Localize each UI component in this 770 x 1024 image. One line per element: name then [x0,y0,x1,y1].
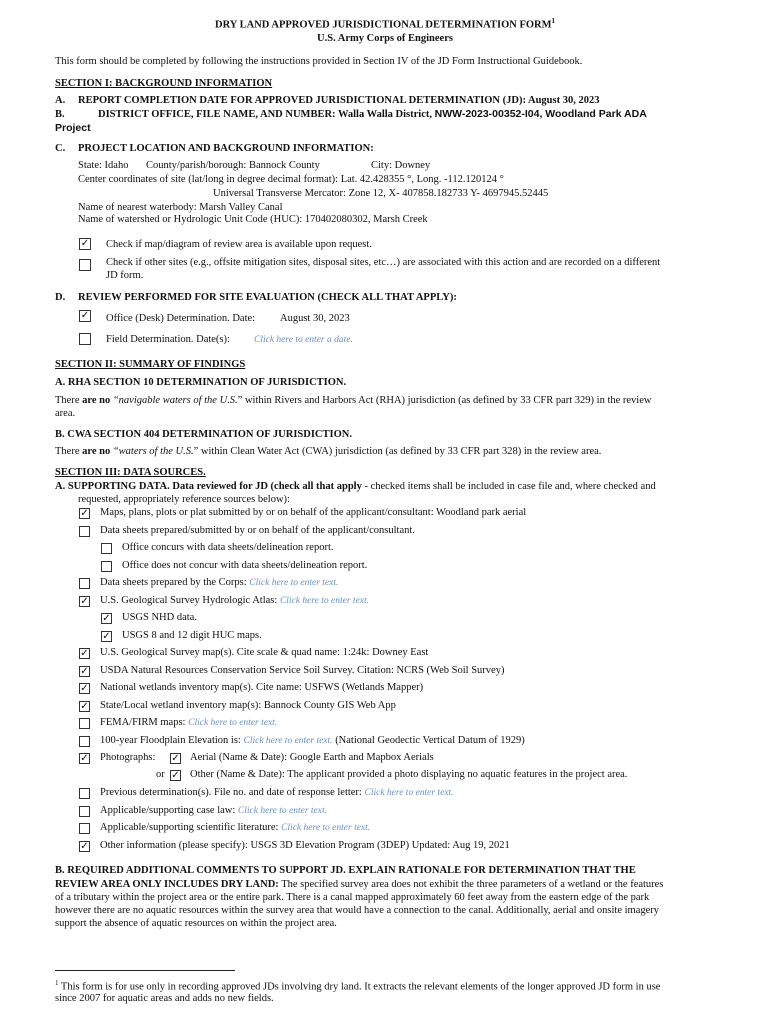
city: City: Downey [371,160,431,171]
other-photo-checkbox[interactable]: ✓ [171,770,180,781]
literature-label: Applicable/supporting scientific literature: Click here to enter text. [100,822,371,833]
file-number: NWW-2023-00352-I04, Woodland Park ADA [434,108,647,120]
additional-comments-line3: however there are no aquatic resources within the survey area that would have a connection to the canal. Additionally, aerial and onsite imagery [55,905,660,916]
s1-a-label: A. [55,95,66,106]
literature-input[interactable]: Click here to enter text. [281,823,371,833]
map-available-checkbox[interactable]: ✓ [80,238,90,249]
s1-b-label: B. [55,109,65,120]
cwa-finding: There are no “waters of the U.S.” within Clean Water Act (CWA) jurisdiction (as defined by 33 CFR part 328) in the review area. [55,446,602,457]
field-determination-checkbox[interactable] [79,333,91,345]
aerial-photo-label: Aerial (Name & Date): Google Earth and Mapbox Aerials [190,752,434,763]
project-location-heading: PROJECT LOCATION AND BACKGROUND INFORMATION: [78,143,374,154]
office-determination-label: Office (Desk) Determination. Date: [106,313,256,324]
rha-finding: There are no “navigable waters of the U.S.” within Rivers and Harbors Act (RHA) jurisdiction (as defined by 33 CFR part 329) in the review [55,395,652,406]
case-law-input[interactable]: Click here to enter text. [237,806,327,816]
local-inventory-checkbox[interactable]: ✓ [80,701,89,712]
case-law-checkbox[interactable] [79,806,90,817]
literature-checkbox[interactable] [79,823,90,834]
other-info-checkbox[interactable]: ✓ [80,841,89,852]
floodplain-label: 100-year Floodplain Elevation is: Click here to enter text. (National Geodectic Vertical Datum of 1929) [100,735,525,746]
photographs-label: Photographs: [100,752,156,763]
nrcs-label: USDA Natural Resources Conservation Service Soil Survey. Citation: NCRS (Web Soil Survey) [100,665,505,676]
other-sites-label-cont: JD form. [106,270,144,281]
rha-finding-cont: area. [55,408,76,419]
concurs-checkbox[interactable] [101,543,112,554]
corps-datasheets-label: Data sheets prepared by the Corps: Click here to enter text. [100,577,339,588]
cwa-heading: B. CWA SECTION 404 DETERMINATION OF JURISDICTION. [55,429,352,440]
floodplain-input[interactable]: Click here to enter text. [243,736,333,746]
footnote-line2: since 2007 for aquatic areas and adds no new fields. [55,993,274,1004]
previous-determination-checkbox[interactable] [79,788,90,799]
previous-determination-label: Previous determination(s). File no. and date of response letter: Click here to enter text. [100,787,454,798]
nhd-label: USGS NHD data. [122,612,197,623]
utm-coordinates: Universal Transverse Mercator: Zone 12, X- 407858.182733 Y- 4697945.52445 [213,188,549,199]
usgs-atlas-checkbox[interactable]: ✓ [80,596,89,607]
additional-comments-line2: of a tributary within the project area or the entire park. There is a canal mapped approximately 60 feet away from the eastern edge of the park [55,892,650,903]
datasheets-label: Data sheets prepared/submitted by or on behalf of the applicant/consultant. [100,525,415,536]
other-sites-checkbox[interactable] [79,259,91,271]
fema-input[interactable]: Click here to enter text. [188,718,278,728]
supporting-data-heading: A. SUPPORTING DATA. Data reviewed for JD (check all that apply - checked items shall be included in case file and, where checked and [55,481,656,492]
maps-checkbox[interactable]: ✓ [80,508,89,519]
form-title: DRY LAND APPROVED JURISDICTIONAL DETERMINATION FORM$^1$ [214,17,556,31]
additional-comments-heading: B. REQUIRED ADDITIONAL COMMENTS TO SUPPORT JD. EXPLAIN RATIONALE FOR DETERMINATION THAT THE [55,865,636,876]
other-photo-label: Other (Name & Date): The applicant provided a photo displaying no aquatic features in the project area. [190,769,628,780]
fema-checkbox[interactable] [79,718,90,729]
aerial-photo-checkbox[interactable]: ✓ [171,753,180,764]
s1-d-label: D. [55,292,66,303]
nwi-checkbox[interactable]: ✓ [80,683,89,694]
office-determination-checkbox[interactable]: ✓ [80,310,90,321]
footnote-line1: $^1$ This form is for use only in recording approved JDs involving dry land. It extracts the relevant elements of the longer approved JD form in use [55,979,661,993]
agency-name: U.S. Army Corps of Engineers [317,33,453,44]
floodplain-checkbox[interactable] [79,736,90,747]
usgs-atlas-input[interactable]: Click here to enter text. [279,596,370,606]
form-instructions: This form should be completed by following the instructions provided in Section IV of the JD Form Instructional Guidebook. [55,56,583,67]
field-date-input[interactable]: Click here to enter a date. [254,335,353,345]
map-available-label: Check if map/diagram of review area is available upon request. [106,239,372,250]
nwi-label: National wetlands inventory map(s). Cite name: USFWS (Wetlands Mapper) [100,682,424,693]
other-info-label: Other information (please specify): USGS 3D Elevation Program (3DEP) Updated: Aug 19, 2021 [100,840,510,851]
file-name-cont: Project [55,122,91,134]
case-law-label: Applicable/supporting case law: Click here to enter text. [100,805,327,816]
supporting-data-heading-cont: requested, appropriately reference sources below): [78,494,290,505]
huc-maps-checkbox[interactable]: ✓ [102,631,111,642]
local-inventory-label: State/Local wetland inventory map(s): Bannock County GIS Web App [100,700,396,711]
review-performed-heading: REVIEW PERFORMED FOR SITE EVALUATION (CHECK ALL THAT APPLY): [78,292,457,303]
additional-comments-line4: support the absence of aquatic resources on within the project area. [55,918,337,929]
usgs-atlas-label: U.S. Geological Survey Hydrologic Atlas: Click here to enter text. [100,595,370,606]
footnote-divider [55,970,235,971]
report-completion-date: REPORT COMPLETION DATE FOR APPROVED JURISDICTIONAL DETERMINATION (JD): August 30, 2023 [78,95,600,106]
usgs-maps-label: U.S. Geological Survey map(s). Cite scale & quad name: 1:24k: Downey East [100,647,429,658]
nearest-waterbody: Name of nearest waterbody: Marsh Valley Canal [78,202,283,213]
huc-maps-label: USGS 8 and 12 digit HUC maps. [122,630,262,641]
or-label: or [156,769,165,780]
section2-heading: SECTION II: SUMMARY OF FINDINGS [55,359,246,370]
corps-datasheets-input[interactable]: Click here to enter text. [249,578,339,588]
district-office: DISTRICT OFFICE, FILE NAME, AND NUMBER: Walla Walla District, NWW-2023-00352-I04, Woodland Park ADA [98,108,647,120]
additional-comments-line1: REVIEW AREA ONLY INCLUDES DRY LAND: The specified survey area does not exhibit the three parameters of a wetland or the features [55,879,664,890]
usgs-maps-checkbox[interactable]: ✓ [80,648,89,659]
other-sites-label: Check if other sites (e.g., offsite mitigation sites, disposal sites, etc…) are associated with this action and are recorded on a different [106,257,661,268]
previous-determination-input[interactable]: Click here to enter text. [364,788,454,798]
not-concur-checkbox[interactable] [101,561,112,572]
s1-c-label: C. [55,143,66,154]
corps-datasheets-checkbox[interactable] [79,578,90,589]
center-coordinates: Center coordinates of site (lat/long in degree decimal format): Lat. 42.428355 °, Long. -112.120124 ° [78,174,504,185]
datasheets-checkbox[interactable] [79,526,90,537]
photographs-checkbox[interactable]: ✓ [80,753,89,764]
rha-heading: A. RHA SECTION 10 DETERMINATION OF JURISDICTION. [55,377,347,388]
county: County/parish/borough: Bannock County [146,160,320,171]
field-determination-label: Field Determination. Date(s): [106,334,230,345]
office-determination-date[interactable]: August 30, 2023 [280,313,350,324]
not-concur-label: Office does not concur with data sheets/delineation report. [122,560,368,571]
state: State: Idaho [78,160,129,171]
concurs-label: Office concurs with data sheets/delineation report. [122,542,334,553]
nhd-checkbox[interactable]: ✓ [102,613,111,624]
section1-heading: SECTION I: BACKGROUND INFORMATION [55,78,273,89]
fema-label: FEMA/FIRM maps: Click here to enter text. [100,717,278,728]
section3-heading: SECTION III: DATA SOURCES. [55,467,206,478]
nrcs-checkbox[interactable]: ✓ [80,666,89,677]
watershed-huc: Name of watershed or Hydrologic Unit Code (HUC): 170402080302, Marsh Creek [78,214,428,225]
maps-label: Maps, plans, plots or plat submitted by or on behalf of the applicant/consultant: Woodland park aerial [100,507,527,518]
